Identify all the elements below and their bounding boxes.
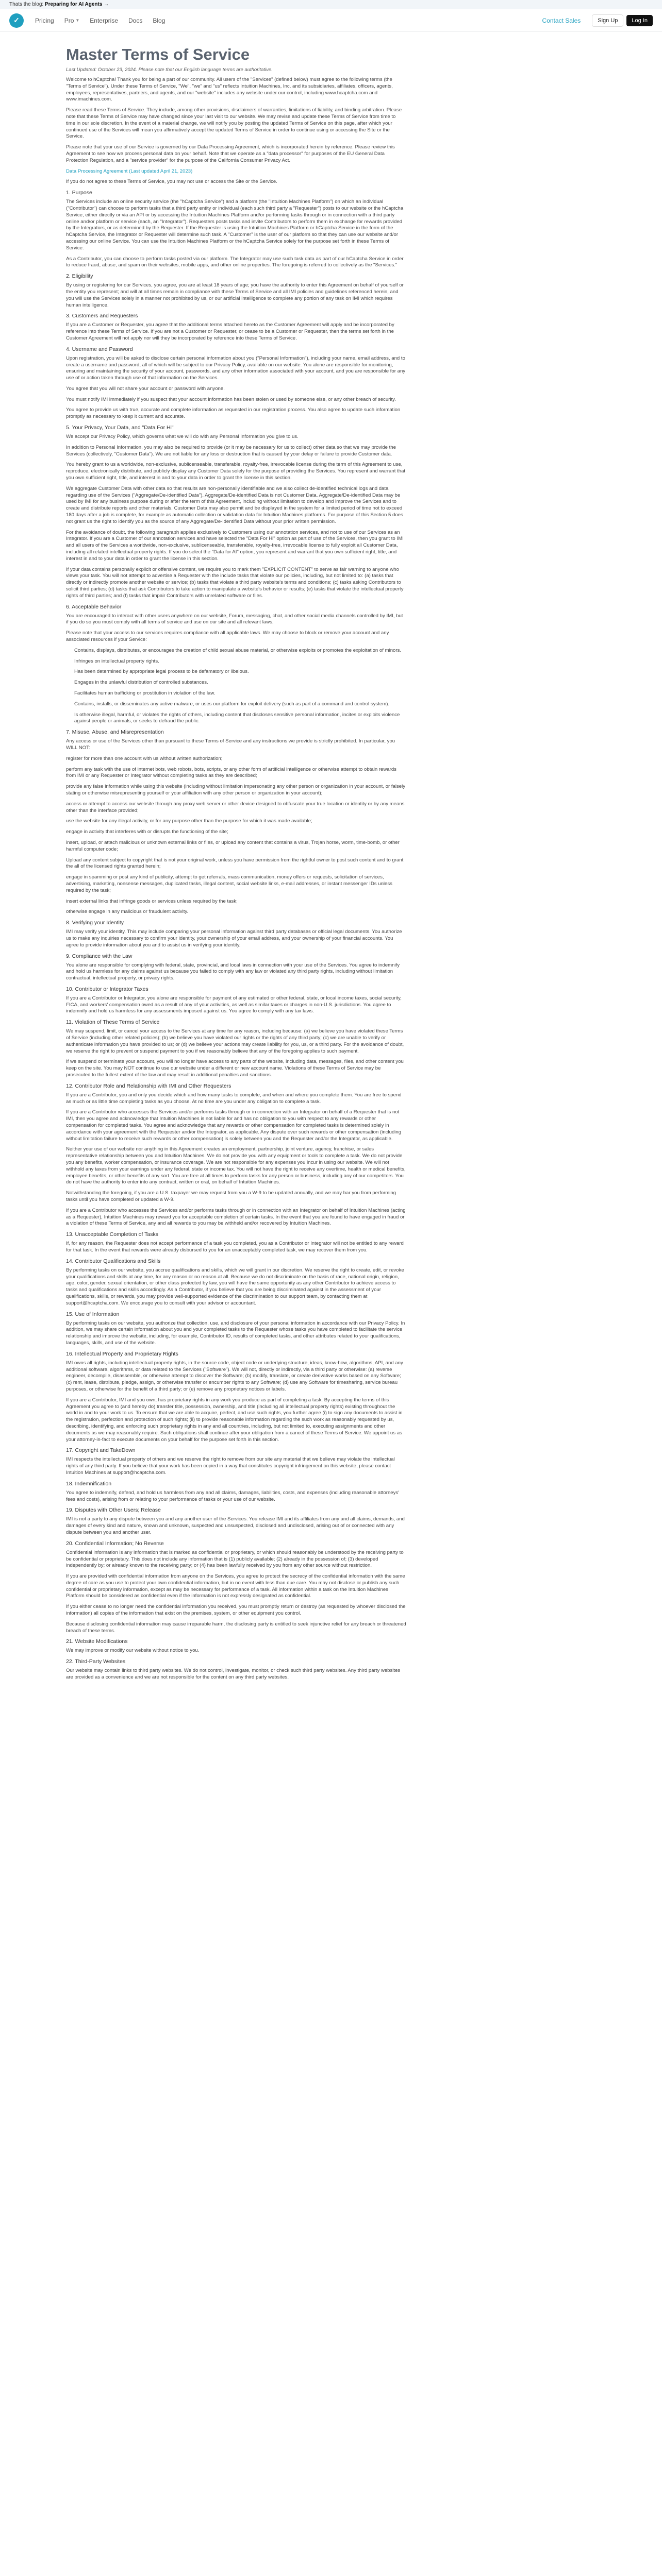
list-item: Contains, installs, or disseminates any active malware, or uses our platform for exploit delivery (such as part of a command and control system). bbox=[74, 701, 390, 707]
section-paragraph: We accept our Privacy Policy, which governs what we will do with any Personal Information you give to us. bbox=[66, 434, 299, 440]
section-paragraph: For the avoidance of doubt, the following paragraph applies exclusively to Customers using our annotation services, and not to use of our Services as an Integrator. If you are a Customer of our annotation services and have selected the "Data For Hi" option as part of use of the Services, then you grant to IMI and all users of the Services a worldwide, non-exclusive, sublicenseable, transferable, royalty-free, irrevocable license to fully exploit all Customer Data, including all related intellectual property rights. If you do select the "Data for AI" option, you represent and warrant that you own sufficient right, title, and interest in and to your data in order to grant the license in this section. bbox=[66, 529, 404, 562]
data-processing-agreement-link[interactable]: Data Processing Agreement (Last updated April 21, 2023) bbox=[66, 168, 193, 174]
announcement-banner[interactable] bbox=[0, 0, 662, 9]
section-paragraph: As a Contributor, you can choose to perform tasks posted via our platform. The Integrator may use such task data as part of our hCaptcha Service in order to reduce fraud, abuse, and spam on their websites, mobile apps, and other online properties. The foregoing is referred to collectively as the "Services." bbox=[66, 256, 404, 268]
section-heading: 11. Violation of These Terms of Service bbox=[66, 1019, 160, 1026]
section-paragraph: IMI may verify your identity. This may include comparing your personal information against third party databases or official legal documents. You authorize us to make any inquiries necessary to confirm your identity, your ownership of your email address, and your ownership of your financial accounts. You agree to provide information about you and to assist us in verifying your identity. bbox=[66, 929, 402, 948]
section-paragraph: If you are a Contributor, you and only you decide which and how many tasks to complete, and when and where you complete them. You are free to spend as much or as little time completing tasks as you choose. At no time are you under any obligation to complete a task. bbox=[66, 1092, 402, 1105]
section-paragraph: engage in activity that interferes with or disrupts the functioning of the site; bbox=[66, 829, 228, 835]
section-paragraph: engage in spamming or post any kind of publicity, attempt to get referrals, mass communication, money offers or requests, solicitation of services, advertising, marketing, nonsense messages, duplicated tasks, illegal content, social website links, e-mail addresses, or instant messenger IDs unless required by the task; bbox=[66, 874, 392, 893]
section-paragraph: Because disclosing confidential information may cause irreparable harm, the disclosing party is entitled to seek injunctive relief for any breach or threatened breach of these terms. bbox=[66, 1621, 406, 1634]
section-heading: 9. Compliance with the Law bbox=[66, 953, 133, 959]
arrow-right-icon: → bbox=[104, 2, 109, 7]
section-paragraph: You alone are responsible for complying with federal, state, provincial, and local laws in connection with your use of the Services. You agree to indemnify and hold us harmless for any claims against us because you failed to comply with any law or violated any third party rights, including without limitation contractual, intellectual property, or privacy rights. bbox=[66, 962, 400, 981]
section-paragraph: If you are a Contributor who accesses the Services and/or performs tasks through or in connection with an Integrator on behalf of Intuition Machines (acting as a Requester), Intuition Machines may reward you for acceptable completion of certain tasks. In the event that you are found to have engaged in fraud or a violation of these Terms of Service, any and all rewards to you may be withheld and/or recovered by Intuition Machines. bbox=[66, 1207, 406, 1227]
section-paragraph: If you are a Contributor, IMI and you own, has proprietary rights in any work you produce as part of completing a task. By accepting the terms of this Agreement you agree to (and hereby do) transfer title, possession, ownership, and title (including all intellectual property rights) existing throughout the world in and to your work to us. To ensure that we are able to acquire, perfect, and use such rights, you further agree (i) to sign any documents to assist in the registration, perfection and protection of such rights; (ii) to provide reasonable information regarding the such work as reasonably requested by us, describing, identifying, and enforcing such proprietary rights in any and all countries, including, but not limited to, executing assignments and other documents as we may reasonably require. Such obligations shall continue after your obligation from a cancel of these Terms of Service. We appoint us as your attorney-in-fact to execute documents on your behalf for the purpose set forth in this section. bbox=[66, 1397, 403, 1443]
section-paragraph: IMI respects the intellectual property of others and we reserve the right to remove from our site any material that we believe may violate the intellectual rights of any third party. If you believe that your work has been copied in a way that constitutes copyright infringement on this website, please contact Intuition Machines at support@hcaptcha.com. bbox=[66, 1456, 395, 1476]
list-item: Facilitates human trafficking or prostitution in violation of the law. bbox=[74, 690, 216, 696]
section-paragraph: In addition to Personal Information, you may also be required to provide (or it may be necessary for us to collect) other data so that we may provide the Services (collectively, "Customer Data"). We are not liable for any loss or destruction that is caused by your delay or failure to provide Customer data. bbox=[66, 444, 396, 457]
section-heading: 10. Contributor or Integrator Taxes bbox=[66, 986, 148, 992]
section-paragraph: If you are a Customer or Requester, you agree that the additional terms attached hereto as the Customer Agreement will apply and be incorporated by reference into these Terms of Service. If you are not a Customer or Requester, or cease to be a Customer or Requester, then the terms set forth in the Customer Agreement will not apply nor will they be incorporated by reference into these Terms of Service. bbox=[66, 322, 394, 341]
section-heading: 2. Eligibility bbox=[66, 273, 93, 280]
list-item: Has been determined by appropriate legal process to be defamatory or libelous. bbox=[74, 669, 249, 675]
intro-paragraph: If you do not agree to these Terms of Service, you may not use or access the Site or the Service. bbox=[66, 179, 277, 185]
section-heading: 17. Copyright and TakeDown bbox=[66, 1447, 136, 1454]
terms-document bbox=[66, 32, 406, 1681]
nav-item-docs[interactable]: Docs bbox=[128, 16, 143, 24]
section-paragraph: perform any task with the use of internet bots, web robots, bots, scripts, or any other form of artificial intelligence or otherwise attempt to obtain rewards from IMI or any Requester or Integrator without completing tasks as they are described; bbox=[66, 766, 396, 779]
section-paragraph: use the website for any illegal activity, or for any purpose other than the purpose for which it was made available; bbox=[66, 818, 312, 824]
section-heading: 16. Intellectual Property and Proprietary Rights bbox=[66, 1350, 178, 1357]
section-paragraph: By performing tasks on our website, you authorize that collection, use, and disclosure of your personal information in accordance with our Privacy Policy. In addition, we may share certain information about you and your completed tasks to the Requester whose tasks you have completed to facilitate the service relationship and improve the website, including, for example, Contributor ID, results of completed tasks, and other attributes related to your qualifications, languages, skills, and use of the website. bbox=[66, 1320, 405, 1346]
section-paragraph: You agree that you will not share your account or password with anyone. bbox=[66, 385, 225, 392]
section-paragraph: We may improve or modify our website without notice to you. bbox=[66, 1648, 200, 1654]
list-item: Engages in the unlawful distribution of controlled substances. bbox=[74, 680, 208, 686]
section-paragraph: insert, upload, or attach malicious or unknown external links or files, or upload any content that contains a virus, Trojan horse, worm, time-bomb, or other harmful computer code; bbox=[66, 839, 400, 852]
section-paragraph: access or attempt to access our website through any proxy web server or other device designed to obfuscate your true location or identity or by any means other than the interface provided; bbox=[66, 801, 405, 814]
nav-item-pricing[interactable]: Pricing bbox=[35, 16, 54, 24]
hcaptcha-logo-icon[interactable]: ✓ bbox=[9, 13, 24, 28]
section-heading: 19. Disputes with Other Users; Release bbox=[66, 1507, 161, 1514]
list-item: Contains, displays, distributes, or encourages the creation of child sexual abuse material, or otherwise exploits or promotes the exploitation of minors. bbox=[74, 647, 402, 653]
section-paragraph: If you are provided with confidential information from anyone on the Services, you agree to protect the secrecy of the confidential information with the same degree of care as you use to protect your own confidential information, but in no event with less than due care. You may not disclose or publish any such confidential or proprietary information, except as may be necessary for performance of a task. All information within a task on the Intuition Machines Platform should be considered as confidential even if the information is not expressly designated as confidential. bbox=[66, 1573, 405, 1599]
list-item: Infringes on intellectual property rights. bbox=[74, 658, 159, 664]
nav-item-enterprise[interactable]: Enterprise bbox=[90, 16, 118, 24]
section-paragraph: If you either cease to no longer need the confidential information you received, you must promptly return or destroy (as requested by whoever disclosed the information) all copies of the information that exist on the premises, system, or other equipment you control. bbox=[66, 1604, 406, 1617]
page-title: Master Terms of Service bbox=[66, 45, 250, 63]
section-paragraph: If you are a Contributor who accesses the Services and/or performs tasks through or in connection with an Integrator on behalf of a Requester that is not IMI, then you agree and acknowledge that Intuition Machines is not liable for and has no obligation to you with respect to any rewards or other compensation for completed tasks. You agree and acknowledge that any rewards or other compensation for completed tasks is determined solely in accordance with your agreement with the Requester and/or the Integrator, as applicable. Any dispute over such rewards or other compensation (including without limitation failure to receive such rewards or other compensation) is solely between you and the Requester and/or the Integrator, as applicable. bbox=[66, 1109, 402, 1142]
section-paragraph: IMI owns all rights, including intellectual property rights, in the source code, object code or underlying structure, ideas, know-how, algorithms, API, and any additional software, algorithms, or data related to the Services ("Software"). We will not, directly or indirectly, via a third party or otherwise: (a) reverse engineer, decompile, disassemble, or otherwise attempt to discover the Software; (b) modify, translate, or create derivative works based on any Software; (c) rent, lease, distribute, pledge, assign, or otherwise transfer or encumber rights to any Software; (d) use any Software for timesharing, service bureau purposes, or otherwise for the benefit of a third party; or (e) remove any proprietary notices or labels. bbox=[66, 1360, 403, 1392]
section-heading: 13. Unacceptable Completion of Tasks bbox=[66, 1231, 158, 1238]
section-paragraph: Upon registration, you will be asked to disclose certain personal information about you ("Personal Information"), including your name, email address, and to create a username and password, all of which will be subject to our Privacy Policy, available on our website. You alone are responsible for monitoring, ensuring and maintaining the security of your account, passwords, and any other information associated with your account, and you are responsible for any use of or action taken through use of that information on the Services. bbox=[66, 355, 406, 381]
contact-sales-link[interactable]: Contact Sales bbox=[542, 16, 581, 24]
section-heading: 15. Use of Information bbox=[66, 1311, 120, 1317]
intro-paragraph: Please read these Terms of Service. They include, among other provisions, disclaimers of warranties, limitations of liability, and binding arbitration. Please note that these Terms of Service may have changed since your last visit to our website. We may revise and update these Terms of Service from time to time in our sole discretion. In the event of a material change, we will notify you by posting the updated Terms of Service on this page, after which your continued use of the Services will mean you affirmatively accept the updated Terms of Service in order to continue using or accessing the Site or the Service. bbox=[66, 107, 402, 140]
section-paragraph: Upload any content subject to copyright that is not your original work, unless you have permission from the rightful owner to post such content and to grant the all of the licensed rights granted herein; bbox=[66, 857, 404, 870]
section-paragraph: Confidential information is any information that is marked as confidential or proprietary, or which should reasonably be understood by the receiving party to be confidential or proprietary. This does not include any information that is (1) publicly available; (2) already in the possession of; (3) developed independently by; or already known to the receiving party; or (4) has been lawfully received by you from any other source without restriction. bbox=[66, 1549, 404, 1569]
section-paragraph: By performing tasks on our website, you accrue qualifications and skills, which we will grant in our discretion. We reserve the right to create, edit, or revoke your qualifications and skills at any time, for any reason or no reason at all. Because we do not discriminate on the basis of race, national origin, religion, age, color, gender, sexual orientation, or other class protected by law, you will have the same opportunity as any other Contributor to achieve access to tasks and qualifications and skills accordingly. As a Contributor, if you believe that you are being discriminated against in the assessment of your qualifications, skills, or rewards, you may provide well-supported evidence of the discrimination to our support team, by contacting them at support@hcaptcha.com. We encourage you to consult with your advisor or accountant. bbox=[66, 1267, 404, 1306]
section-paragraph: If, for any reason, the Requester does not accept performance of a task you completed, you as a Contributor or Integrator will not be entitled to any reward for that task. In the event that rewards were already disbursed to you for an unacceptably completed task, we may recover them from you. bbox=[66, 1241, 404, 1253]
section-paragraph: IMI is not a party to any dispute between you and any another user of the Services. You release IMI and its affiliates from any and all claims, demands, and damages of every kind and nature, known and unknown, suspected and unsuspected, disclosed and undisclosed, arising out of or connected with any dispute between you and another user. bbox=[66, 1516, 405, 1535]
intro-paragraph: Welcome to hCaptcha! Thank you for being a part of our community. All users of the "Services" (defined below) must agree to the following terms (the "Terms of Service"). Under these Terms of Service, "We", "we" and "us" reflects Intuition Machines, Inc. and its subsidiaries, affiliates, officers, agents, employees, representatives, partners, and agents, and our "website" includes any website under our control, including www.hcaptcha.com and www.imachines.com. bbox=[66, 77, 393, 103]
prohibited-content-list bbox=[74, 648, 406, 725]
log-in-button[interactable]: Log In bbox=[626, 15, 653, 26]
top-navigation bbox=[0, 9, 662, 32]
section-paragraph: If you are a Contributor or Integrator, you alone are responsible for payment of any estimated or other federal, state, or local income taxes, social security, FICA, and workers' compensation owed as a result of any of your activities, as well as similar taxes or charges in non-U.S. jurisdictions. You agree to indemnify and hold us harmless for any assessments imposed against us. You agree to comply with any tax laws. bbox=[66, 995, 402, 1014]
section-paragraph: provide any false information while using this website (including without limitation impersonating any other person or organization in your account, or falsely stating or otherwise misrepresenting yourself or your affiliation with any other person or organization in your account); bbox=[66, 784, 406, 796]
section-paragraph: register for more than one account with us without written authorization; bbox=[66, 755, 223, 761]
section-heading: 5. Your Privacy, Your Data, and "Data For Hi" bbox=[66, 425, 174, 431]
nav-item-pro[interactable]: Pro ▼ bbox=[64, 16, 80, 24]
section-heading: 1. Purpose bbox=[66, 190, 92, 196]
section-heading: 7. Misuse, Abuse, and Misrepresentation bbox=[66, 729, 164, 736]
section-heading: 22. Third-Party Websites bbox=[66, 1658, 126, 1665]
section-heading: 20. Confidential Information; No Reverse bbox=[66, 1540, 164, 1547]
section-paragraph: You agree to provide us with true, accurate and complete information as requested in our registration process. You also agree to update such information promptly as necessary to keep it current and accurate. bbox=[66, 407, 401, 420]
section-paragraph: We may suspend, limit, or cancel your access to the Services at any time for any reason, including because: (a) we believe you have violated these Terms of Service (including other related policies); (b) we believe you have violated our rights or the rights of any third party; (c) we are unable to verify or authenticate information you have provided to us; or (d) we believe your actions may create liability for you, us, or a third party. For the avoidance of doubt, we reserve the right to prevent or suspend payment to you if we reasonably believe that any of the foregoing applies to such payment. bbox=[66, 1028, 404, 1054]
section-paragraph: Notwithstanding the foregoing, if you are a U.S. taxpayer we may request from you a W-9 to be updated annually, and we may bar you from performing tasks until you have completed or updated a W-9. bbox=[66, 1190, 396, 1203]
section-heading: 3. Customers and Requesters bbox=[66, 313, 138, 319]
section-paragraph: otherwise engage in any malicious or fraudulent activity. bbox=[66, 909, 189, 915]
list-item: Is otherwise illegal, harmful, or violates the rights of others, including content that discloses sensitive personal information, incites or exploits violence against people or animals, or seeks to defraud the public. bbox=[74, 711, 400, 724]
section-paragraph: The Services include an online security service (the "hCaptcha Service") and a platform (the "Intuition Machines Platform") on which an individual ("Contributor") can choose to perform tasks that a third party entity or individual (each such third party a "Requester") posts to our website or the hCaptcha Service, either directly or via an API or by accessing the Intuition Machines Platform and/or performing tasks through or in connection with a third party online and/or platform or service (each, an "Integrator"). Requesters posts tasks and invite Contributors to perform them in exchange for rewards provided by the Integrators, or as determined by the Requester. If the Requester is using the Intuition Machines Platform or hCaptcha Service in the form of the hCaptcha Service, the Integrator or Requester will determine such task. A "Customer" is the user of our platform so that they can use our website and/or accessing our online Service. You can use the Intuition Machines Platform or the hCaptcha Service solely for the purpose set forth in these Terms of Service. bbox=[66, 199, 404, 251]
section-heading: 21. Website Modifications bbox=[66, 1638, 128, 1645]
section-paragraph: Neither your use of our website nor anything in this Agreement creates an employment, partnership, joint venture, agency, franchise, or sales representative relationship between you and Intuition Machines. We do not provide you with any equipment or tools to complete a task. We do not provide you any benefits, worker compensation, or insurance coverage. We are not responsible for any expenses you incur in using our website. We will not withhold any taxes from your earnings under any federal, state or income tax. You will not have the right to receive any overtime, health or medical benefits, employee benefits, or other benefits of any sort. You are free at all times to perform tasks for any person or business, including any of our competitors. You do not have the authority to enter into any contract, written or oral, on behalf of Intuition Machines. bbox=[66, 1146, 406, 1185]
banner-title[interactable]: Preparing for AI Agents bbox=[44, 2, 103, 7]
chevron-down-icon: ▼ bbox=[75, 18, 80, 23]
section-paragraph: Our website may contain links to third party websites. We do not control, investigate, monitor, or check such third party websites. Any third party websites are provided as a convenience and we are not responsible for the content on any third party websites. bbox=[66, 1668, 401, 1681]
section-paragraph: Please note that your access to our services requires compliance with all applicable laws. We may choose to block or remove your account and any associated resources if your Service: bbox=[66, 630, 389, 642]
section-paragraph: If we suspend or terminate your account, you will no longer have access to any parts of the website, including data, messages, files, and other content you keep on the site. You may NOT continue to use our website under a different or new account name. Violations of these Terms of Service may be prosecuted to the fullest extent of the law and may result in additional penalties and sanctions. bbox=[66, 1059, 404, 1078]
section-heading: 4. Username and Password bbox=[66, 346, 133, 352]
section-heading: 12. Contributor Role and Relationship with IMI and Other Requesters bbox=[66, 1082, 231, 1089]
section-heading: 8. Verifying your Identity bbox=[66, 920, 124, 926]
section-paragraph: You agree to indemnify, defend, and hold us harmless from any and all claims, damages, liabilities, costs, and expenses (including reasonable attorneys' fees and costs), arising from or relating to your performance of tasks or your use of our website. bbox=[66, 1489, 400, 1502]
last-updated-note: Last Updated: October 23, 2024. Please note that our English language terms are authoritative. bbox=[66, 67, 273, 73]
sign-up-button[interactable]: Sign Up bbox=[592, 14, 623, 27]
section-paragraph: insert external links that infringe goods or services unless required by the task; bbox=[66, 898, 238, 904]
terms-sections bbox=[66, 190, 406, 1681]
nav-item-blog[interactable]: Blog bbox=[153, 16, 166, 24]
section-paragraph: Any access or use of the Services other than pursuant to these Terms of Service and any instructions we provide is strictly prohibited. In particular, you WILL NOT: bbox=[66, 738, 395, 751]
section-heading: 6. Acceptable Behavior bbox=[66, 603, 122, 610]
section-heading: 14. Contributor Qualifications and Skills bbox=[66, 1258, 161, 1264]
section-heading: 18. Indemnification bbox=[66, 1480, 112, 1487]
section-paragraph: By using or registering for our Services, you agree, you are at least 18 years of age; you have the authority to enter this Agreement on behalf of yourself or the entity you represent; and will at all times remain in compliance with these Terms of Service and all IMI policies and guidelines referenced herein, and you will use the Services solely in a manner not prohibited by us, or our artificial intelligence to complete any portion of any task on IMI which requires human intelligence. bbox=[66, 282, 404, 308]
section-paragraph: If your data contains personally explicit or offensive content, we require you to mark them "EXPLICIT CONTENT" to serve as fair warning to anyone who views your task. You will not attempt to advertise a Requester with the include tasks that violate our policies, including, but not limited to: (a) tasks that directly or indirectly promote another website or service; (b) tasks that violate a third party website's terms and conditions; (c) tasks asking Contributors to solicit third parties; (d) tasks that ask Contributors to take action to manipulate a website's behavior or results; (e) tasks that violate the intellectual property rights of third parties; and (f) tasks that impair Contributors with unrelated software or files. bbox=[66, 566, 404, 599]
section-paragraph: You are encouraged to interact with other users anywhere on our website, Forum, messaging, chat, and other social media channels controlled by IMI, but if you do so you must comply with all terms of service and use on our site and all relevant laws. bbox=[66, 613, 403, 625]
section-paragraph: You hereby grant to us a worldwide, non-exclusive, sublicenseable, transferable, royalty-free, irrevocable license during the term of this Agreement to use, reproduce, electronically distribute, and publicly display any Customer Data solely for the purpose of providing the Services. You represent and warrant that you own sufficient right, title, and interest in and to your data in order to grant the license in this section. bbox=[66, 462, 406, 481]
section-paragraph: You must notify IMI immediately if you suspect that your account information has been stolen or used by someone else, or any other breach of security. bbox=[66, 396, 396, 402]
section-paragraph: We aggregate Customer Data with other data so that results are non-personally identifiable and we also collect de-identified technical logs and data regarding use of the Services ("Aggregate/De-identified Data"). Aggregate/De-identified Data is not Customer Data. Aggregate/De-identified Data may be used by IMI for any business purpose during or after the term of this Agreement, including without limitation to develop and improve the Services and to create and distribute reports and other materials. Customer Data may also permit and be displayed in the system for a limited period of time not to exceed 180 days after a job is complete, for example as automatic collection or validation data for Intuition Machines platforms. For purpose of this Section 5 does not grant us the right to identify you as the source of any Aggregate/De-identified Data without your prior written permission. bbox=[66, 485, 403, 524]
intro-paragraph: Please note that your use of our Service is governed by our Data Processing Agreement, which is incorporated herein by reference. Please review this Agreement to see how we process personal data on your behalf. Note that we operate as a "data processor" for purposes of the EU General Data Protection Regulation, and a "service provider" for the purpose of the California Consumer Privacy Act. bbox=[66, 144, 395, 163]
banner-prefix: Thats the blog: bbox=[9, 2, 44, 7]
